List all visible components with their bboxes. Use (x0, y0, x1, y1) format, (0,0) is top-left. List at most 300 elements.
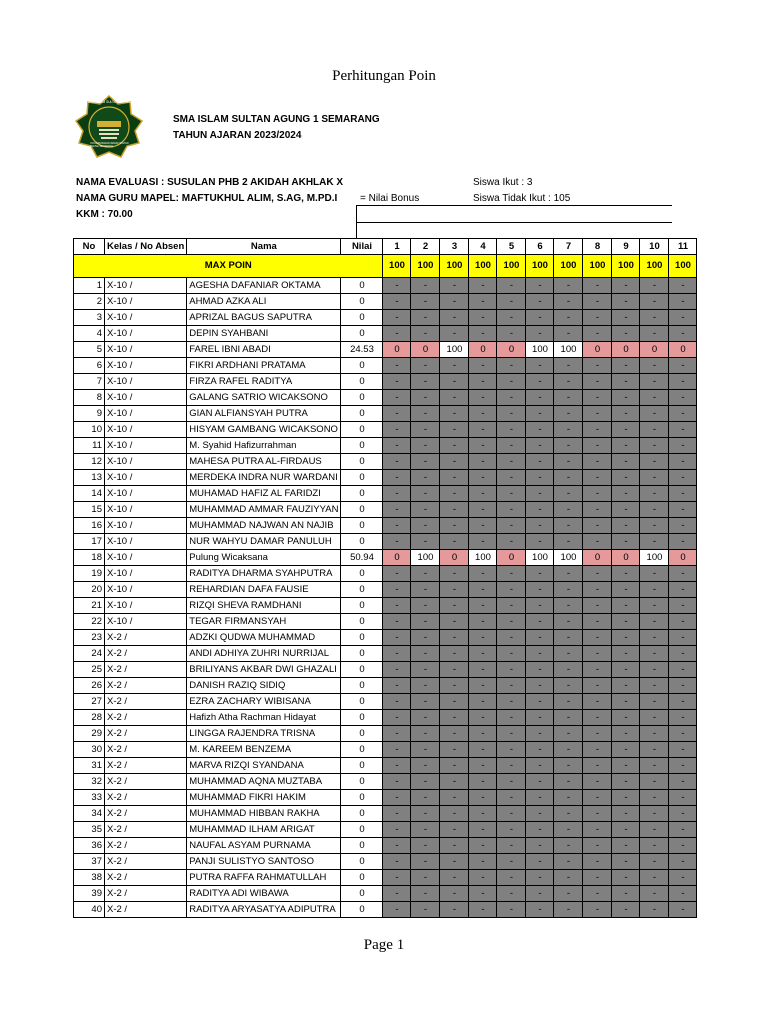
score-cell: - (526, 390, 554, 406)
row-no: 36 (74, 838, 105, 854)
row-no: 34 (74, 806, 105, 822)
score-cell: - (440, 614, 469, 630)
row-nilai: 0 (341, 886, 383, 902)
score-cell: 0 (612, 342, 640, 358)
score-cell: - (469, 854, 497, 870)
row-nama: NUR WAHYU DAMAR PANULUH (187, 534, 341, 550)
score-cell: - (583, 726, 612, 742)
score-cell: - (669, 758, 697, 774)
score-cell: - (469, 374, 497, 390)
score-cell: - (554, 902, 583, 918)
max-value: 100 (383, 255, 411, 278)
score-cell: 100 (440, 342, 469, 358)
row-nilai: 0 (341, 662, 383, 678)
row-nama: MUHAMMAD AMMAR FAUZIYYAN (187, 502, 341, 518)
score-cell: - (583, 678, 612, 694)
score-cell: - (583, 646, 612, 662)
score-cell: - (411, 406, 440, 422)
score-cell: - (612, 838, 640, 854)
score-cell: - (440, 854, 469, 870)
row-kelas: X-10 / (105, 518, 187, 534)
score-cell: - (640, 726, 669, 742)
row-no: 18 (74, 550, 105, 566)
score-cell: - (469, 470, 497, 486)
score-cell: - (411, 694, 440, 710)
score-cell: - (497, 518, 526, 534)
score-cell: - (411, 742, 440, 758)
header-nilai: Nilai (341, 239, 383, 255)
row-no: 12 (74, 454, 105, 470)
score-cell: - (526, 294, 554, 310)
table-row (74, 534, 697, 550)
header-q5: 5 (497, 239, 526, 255)
row-nilai: 0 (341, 614, 383, 630)
score-cell: - (411, 838, 440, 854)
score-cell: - (612, 806, 640, 822)
score-cell: - (497, 886, 526, 902)
header-q7: 7 (554, 239, 583, 255)
row-nilai: 0 (341, 470, 383, 486)
score-cell: - (640, 438, 669, 454)
score-cell: - (469, 406, 497, 422)
score-cell: - (497, 390, 526, 406)
table-row (74, 726, 697, 742)
score-cell: - (411, 454, 440, 470)
score-cell: - (526, 758, 554, 774)
score-cell: - (383, 790, 411, 806)
score-cell: 100 (411, 550, 440, 566)
score-cell: - (440, 902, 469, 918)
row-nama: RADITYA ARYASATYA ADIPUTRA (187, 902, 341, 918)
row-nama: M. KAREEM BENZEMA (187, 742, 341, 758)
score-cell: - (440, 390, 469, 406)
score-cell: - (383, 294, 411, 310)
score-cell: - (554, 326, 583, 342)
header-q9: 9 (612, 239, 640, 255)
row-no: 39 (74, 886, 105, 902)
score-cell: - (411, 502, 440, 518)
score-cell: - (497, 614, 526, 630)
row-nilai: 0 (341, 678, 383, 694)
score-cell: - (497, 822, 526, 838)
score-cell: - (469, 422, 497, 438)
score-cell: - (554, 758, 583, 774)
score-cell: - (612, 518, 640, 534)
score-cell: - (383, 406, 411, 422)
score-cell: - (583, 614, 612, 630)
row-no: 10 (74, 422, 105, 438)
max-value: 100 (440, 255, 469, 278)
score-cell: - (640, 838, 669, 854)
kkm-value: KKM : 70.00 (76, 209, 133, 220)
score-cell: - (640, 326, 669, 342)
max-poin-label: MAX POIN (74, 255, 383, 278)
score-cell: - (583, 470, 612, 486)
score-cell: - (383, 646, 411, 662)
table-row (74, 422, 697, 438)
score-cell: - (469, 774, 497, 790)
row-no: 21 (74, 598, 105, 614)
row-nilai: 0 (341, 374, 383, 390)
score-cell: - (469, 582, 497, 598)
score-cell: - (526, 742, 554, 758)
score-cell: - (669, 534, 697, 550)
score-cell: - (554, 710, 583, 726)
score-cell: - (469, 758, 497, 774)
score-cell: - (612, 374, 640, 390)
score-cell: - (669, 470, 697, 486)
row-no: 6 (74, 358, 105, 374)
bonus-legend: = Nilai Bonus (360, 193, 420, 204)
score-cell: - (383, 630, 411, 646)
row-no: 15 (74, 502, 105, 518)
score-cell: - (526, 534, 554, 550)
row-nilai: 0 (341, 518, 383, 534)
score-cell: - (554, 390, 583, 406)
score-cell: - (469, 678, 497, 694)
row-kelas: X-2 / (105, 694, 187, 710)
row-nilai: 0 (341, 502, 383, 518)
table-row (74, 630, 697, 646)
score-cell: - (497, 854, 526, 870)
score-cell: - (669, 374, 697, 390)
row-no: 1 (74, 278, 105, 294)
score-cell: - (640, 694, 669, 710)
score-cell: - (440, 726, 469, 742)
score-cell: - (526, 726, 554, 742)
score-cell: - (669, 694, 697, 710)
row-kelas: X-2 / (105, 758, 187, 774)
siswa-ikut: Siswa Ikut : 3 (473, 177, 533, 188)
row-nilai: 0 (341, 870, 383, 886)
row-kelas: X-2 / (105, 838, 187, 854)
score-cell: - (612, 486, 640, 502)
score-cell: - (612, 742, 640, 758)
score-cell: - (669, 806, 697, 822)
score-cell: - (383, 502, 411, 518)
score-cell: - (583, 774, 612, 790)
row-nilai: 0 (341, 438, 383, 454)
score-cell: - (383, 694, 411, 710)
score-cell: - (469, 694, 497, 710)
score-cell: - (440, 774, 469, 790)
score-cell: - (383, 886, 411, 902)
score-cell: - (612, 534, 640, 550)
score-cell: 100 (526, 342, 554, 358)
row-kelas: X-10 / (105, 470, 187, 486)
row-nama: AGESHA DAFANIAR OKTAMA (187, 278, 341, 294)
row-nilai: 0 (341, 822, 383, 838)
score-cell: - (469, 614, 497, 630)
score-cell: - (440, 326, 469, 342)
score-cell: - (411, 294, 440, 310)
row-no: 7 (74, 374, 105, 390)
row-no: 40 (74, 902, 105, 918)
score-cell: - (411, 822, 440, 838)
score-cell: - (612, 502, 640, 518)
row-nilai: 0 (341, 406, 383, 422)
row-nama: GIAN ALFIANSYAH PUTRA (187, 406, 341, 422)
score-cell: - (411, 870, 440, 886)
score-cell: - (554, 374, 583, 390)
row-kelas: X-10 / (105, 342, 187, 358)
score-cell: - (554, 278, 583, 294)
score-cell: - (440, 278, 469, 294)
score-cell: - (411, 614, 440, 630)
row-no: 16 (74, 518, 105, 534)
score-cell: - (383, 422, 411, 438)
score-cell: - (612, 774, 640, 790)
score-cell: - (612, 454, 640, 470)
score-cell: - (440, 582, 469, 598)
score-cell: - (526, 470, 554, 486)
score-cell: - (469, 710, 497, 726)
score-cell: - (669, 566, 697, 582)
score-cell: - (469, 294, 497, 310)
score-cell: - (554, 838, 583, 854)
row-nilai: 0 (341, 790, 383, 806)
row-nama: FIKRI ARDHANI PRATAMA (187, 358, 341, 374)
row-kelas: X-2 / (105, 774, 187, 790)
score-cell: - (383, 438, 411, 454)
row-kelas: X-2 / (105, 902, 187, 918)
score-cell: - (497, 742, 526, 758)
score-cell: - (497, 454, 526, 470)
score-cell: - (612, 406, 640, 422)
row-nilai: 0 (341, 806, 383, 822)
score-cell: - (612, 694, 640, 710)
table-row (74, 438, 697, 454)
score-cell: - (497, 902, 526, 918)
row-kelas: X-2 / (105, 742, 187, 758)
row-no: 37 (74, 854, 105, 870)
table-row (74, 326, 697, 342)
score-cell: - (497, 726, 526, 742)
score-cell: - (583, 438, 612, 454)
score-cell: - (497, 294, 526, 310)
score-cell: - (612, 822, 640, 838)
row-nama: HISYAM GAMBANG WICAKSONO (187, 422, 341, 438)
score-cell: - (526, 374, 554, 390)
score-cell: - (669, 326, 697, 342)
score-cell: - (554, 470, 583, 486)
score-cell: - (554, 662, 583, 678)
score-cell: - (383, 822, 411, 838)
score-cell: - (583, 662, 612, 678)
score-cell: - (583, 358, 612, 374)
score-cell: - (583, 742, 612, 758)
row-kelas: X-10 / (105, 502, 187, 518)
score-cell: - (526, 486, 554, 502)
score-cell: - (497, 838, 526, 854)
score-cell: - (383, 662, 411, 678)
score-cell: - (612, 662, 640, 678)
score-cell: - (669, 726, 697, 742)
score-cell: - (583, 886, 612, 902)
score-cell: - (554, 582, 583, 598)
score-cell: - (440, 470, 469, 486)
score-cell: - (469, 806, 497, 822)
score-cell: - (411, 758, 440, 774)
score-cell: - (640, 278, 669, 294)
score-cell: - (554, 486, 583, 502)
row-nilai: 0 (341, 390, 383, 406)
row-nama: AHMAD AZKA ALI (187, 294, 341, 310)
score-cell: - (640, 582, 669, 598)
score-cell: - (554, 294, 583, 310)
table-row (74, 278, 697, 294)
score-cell: - (526, 646, 554, 662)
row-nama: FAREL IBNI ABADI (187, 342, 341, 358)
score-cell: - (554, 678, 583, 694)
score-cell: - (383, 678, 411, 694)
row-nama: MUHAMMAD NAJWAN AN NAJIB (187, 518, 341, 534)
score-cell: - (612, 278, 640, 294)
row-no: 38 (74, 870, 105, 886)
page-footer: Page 1 (363, 937, 405, 953)
score-cell: - (440, 886, 469, 902)
score-cell: - (440, 486, 469, 502)
score-cell: - (469, 358, 497, 374)
score-cell: - (669, 310, 697, 326)
row-nilai: 0 (341, 582, 383, 598)
table-header-row (74, 239, 697, 255)
score-cell: - (383, 758, 411, 774)
row-nama: RADITYA ADI WIBAWA (187, 886, 341, 902)
row-nama: NAUFAL ASYAM PURNAMA (187, 838, 341, 854)
row-no: 17 (74, 534, 105, 550)
score-cell: 100 (526, 550, 554, 566)
score-cell: 0 (669, 550, 697, 566)
score-cell: - (554, 790, 583, 806)
school-header (173, 112, 380, 144)
score-cell: - (583, 598, 612, 614)
table-row (74, 758, 697, 774)
header-q4: 4 (469, 239, 497, 255)
row-kelas: X-10 / (105, 454, 187, 470)
score-cell: - (440, 310, 469, 326)
school-logo-icon (73, 95, 145, 159)
header-q1: 1 (383, 239, 411, 255)
table-row (74, 646, 697, 662)
row-kelas: X-2 / (105, 886, 187, 902)
score-cell: - (669, 598, 697, 614)
score-cell: - (440, 646, 469, 662)
score-cell: - (411, 326, 440, 342)
table-row (74, 294, 697, 310)
score-cell: - (669, 518, 697, 534)
score-cell: - (411, 790, 440, 806)
score-cell: - (411, 582, 440, 598)
score-cell: - (497, 422, 526, 438)
score-cell: - (612, 422, 640, 438)
score-cell: - (383, 534, 411, 550)
row-nilai: 24.53 (341, 342, 383, 358)
score-cell: - (612, 790, 640, 806)
header-kelas: Kelas / No Absen (105, 239, 187, 255)
score-cell: - (440, 534, 469, 550)
table-row (74, 742, 697, 758)
table-row (74, 486, 697, 502)
score-cell: - (411, 726, 440, 742)
score-cell: - (440, 806, 469, 822)
score-cell: - (583, 710, 612, 726)
score-cell: - (469, 566, 497, 582)
score-cell: - (440, 838, 469, 854)
score-cell: 100 (554, 342, 583, 358)
row-no: 35 (74, 822, 105, 838)
row-nama: TEGAR FIRMANSYAH (187, 614, 341, 630)
row-kelas: X-2 / (105, 790, 187, 806)
score-cell: - (612, 854, 640, 870)
score-cell: - (411, 630, 440, 646)
score-cell: - (440, 630, 469, 646)
table-row (74, 822, 697, 838)
score-cell: - (383, 518, 411, 534)
score-cell: - (497, 662, 526, 678)
row-nama: DEPIN SYAHBANI (187, 326, 341, 342)
score-cell: - (497, 710, 526, 726)
score-cell: - (526, 326, 554, 342)
score-cell: - (583, 806, 612, 822)
score-cell: - (612, 710, 640, 726)
score-cell: - (583, 390, 612, 406)
row-nama: LINGGA RAJENDRA TRISNA (187, 726, 341, 742)
score-cell: - (583, 454, 612, 470)
score-cell: 0 (497, 342, 526, 358)
score-cell: - (554, 310, 583, 326)
score-cell: - (497, 278, 526, 294)
score-cell: - (526, 614, 554, 630)
row-kelas: X-10 / (105, 358, 187, 374)
score-cell: - (440, 694, 469, 710)
score-cell: - (554, 726, 583, 742)
score-cell: - (669, 774, 697, 790)
score-cell: - (497, 790, 526, 806)
row-nilai: 0 (341, 646, 383, 662)
score-cell: - (497, 534, 526, 550)
score-cell: - (526, 694, 554, 710)
score-cell: - (612, 726, 640, 742)
score-cell: - (526, 502, 554, 518)
score-cell: - (497, 406, 526, 422)
score-cell: - (669, 278, 697, 294)
score-cell: 0 (612, 550, 640, 566)
score-cell: - (440, 598, 469, 614)
score-cell: - (669, 358, 697, 374)
header-no: No (74, 239, 105, 255)
score-cell: - (383, 566, 411, 582)
score-cell: - (669, 822, 697, 838)
score-cell: - (411, 886, 440, 902)
score-cell: - (669, 742, 697, 758)
table-row (74, 502, 697, 518)
score-cell: - (583, 694, 612, 710)
score-cell: - (640, 662, 669, 678)
row-nama: PUTRA RAFFA RAHMATULLAH (187, 870, 341, 886)
score-cell: - (411, 422, 440, 438)
row-no: 2 (74, 294, 105, 310)
row-kelas: X-10 / (105, 406, 187, 422)
score-cell: - (526, 598, 554, 614)
row-nilai: 0 (341, 566, 383, 582)
score-cell: - (640, 502, 669, 518)
score-cell: - (526, 454, 554, 470)
header-q11: 11 (669, 239, 697, 255)
max-poin-row (74, 255, 697, 278)
score-cell: - (383, 582, 411, 598)
score-cell: - (469, 822, 497, 838)
